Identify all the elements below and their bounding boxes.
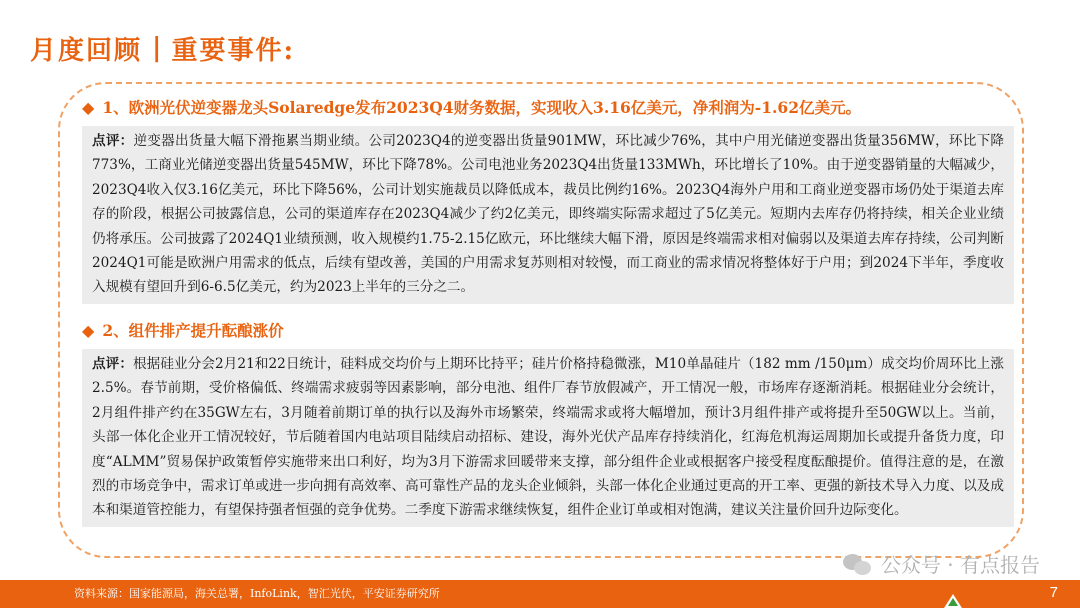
footer-source: 资料来源：国家能源局，海关总署，InfoLink，智汇光伏，平安证券研究所 bbox=[74, 587, 440, 600]
section-1-title: 1、欧洲光伏逆变器龙头Solaredge发布2023Q4财务数据，实现收入3.16亿美元，净利润为-1.62亿美元。 bbox=[102, 98, 861, 117]
watermark-text: 公众号 · 有点报告 bbox=[880, 553, 1040, 577]
comment-label: 点评： bbox=[92, 356, 134, 372]
diamond-bullet-icon: ◆ bbox=[82, 97, 95, 117]
section-2-title: 2、组件排产提升酝酿涨价 bbox=[102, 321, 284, 340]
section-1-comment-panel bbox=[82, 126, 1014, 304]
title-separator: | bbox=[152, 33, 162, 63]
comment-label: 点评： bbox=[92, 133, 134, 149]
diamond-bullet-icon: ◆ bbox=[82, 320, 95, 340]
section-2 bbox=[82, 315, 1014, 527]
wechat-icon bbox=[843, 552, 873, 576]
page-number: 7 bbox=[1049, 584, 1058, 601]
section-1-heading bbox=[82, 92, 1014, 122]
brand-logo-icon bbox=[944, 594, 962, 608]
page-header bbox=[30, 26, 295, 70]
watermark bbox=[843, 549, 1040, 578]
section-1-comment-text: 逆变器出货量大幅下滑拖累当期业绩。公司2023Q4的逆变器出货量901MW，环比减少76%，其中户用光储逆变器出货量356MW，环比下降773%，工商业光储逆变器出货量545MW，环比下降78%。公司电池业务2023Q4出货量133MWh，环比增长了10%。由于逆变器销量的大幅减少，2023Q4收入仅3.16亿美元，环比下降56%，公司计划实施裁员以降低成本，裁员比例约16%。2023Q4海外户用和工商业逆变器市场仍处于渠道去库存的阶段，根据公司披露信息，公司的渠道库存在2023Q4减少了约2亿美元，即终端实际需求超过了5亿美元。短期内去库存仍将持续，相关企业业绩仍将承压。公司披露了2024Q1业绩预测，收入规模约1.75-2.15亿欧元，环比继续大幅下滑，原因是终端需求相对偏弱以及渠道去库存持续，公司判断2024Q1可能是欧洲户用需求的低点，后续有望改善，美国的户用需求复苏则相对较慢，而工商业的需求情况将整体好于户用；到2024下半年，季度收入规模有望回升到6-6.5亿美元，约为2023上半年的三分之二。 bbox=[92, 133, 1004, 296]
page-title-left: 月度回顾 bbox=[30, 35, 143, 66]
section-2-comment-panel bbox=[82, 349, 1014, 527]
section-2-comment-text: 根据硅业分会2月21和22日统计，硅料成交均价与上期环比持平；硅片价格持稳微涨，M10单晶硅片（182 mm /150μm）成交均价周环比上涨2.5%。春节前期，受价格偏低、终端需求疲弱等因素影响，部分电池、组件厂春节放假减产，开工情况一般，市场库存逐渐消耗。根据硅业分会统计，2月组件排产约在35GW左右，3月随着前期订单的执行以及海外市场繁荣，终端需求或将大幅增加，预计3月组件排产或将提升至50GW以上。当前，头部一体化企业开工情况较好，节后随着国内电站项目陆续启动招标、建设，海外光伏产品库存持续消化，红海危机海运周期加长或提升备货力度，印度“ALMM”贸易保护政策暂停实施带来出口利好，均为3月下游需求回暖带来支撑，部分组件企业或根据客户接受程度酝酿提价。值得注意的是，在激烈的市场竞争中，需求订单或进一步向拥有高效率、高可靠性产品的龙头企业倾斜，头部一体化企业通过更高的开工率、更强的新技术导入力度、以及成本和渠道管控能力，有望保持强者恒强的竞争优势。二季度下游需求继续恢复，组件企业订单或相对饱满，建议关注量价回升边际变化。 bbox=[92, 356, 1005, 519]
section-1 bbox=[82, 92, 1014, 304]
section-2-heading bbox=[82, 315, 1014, 345]
page-title-right: 重要事件: bbox=[171, 35, 296, 66]
